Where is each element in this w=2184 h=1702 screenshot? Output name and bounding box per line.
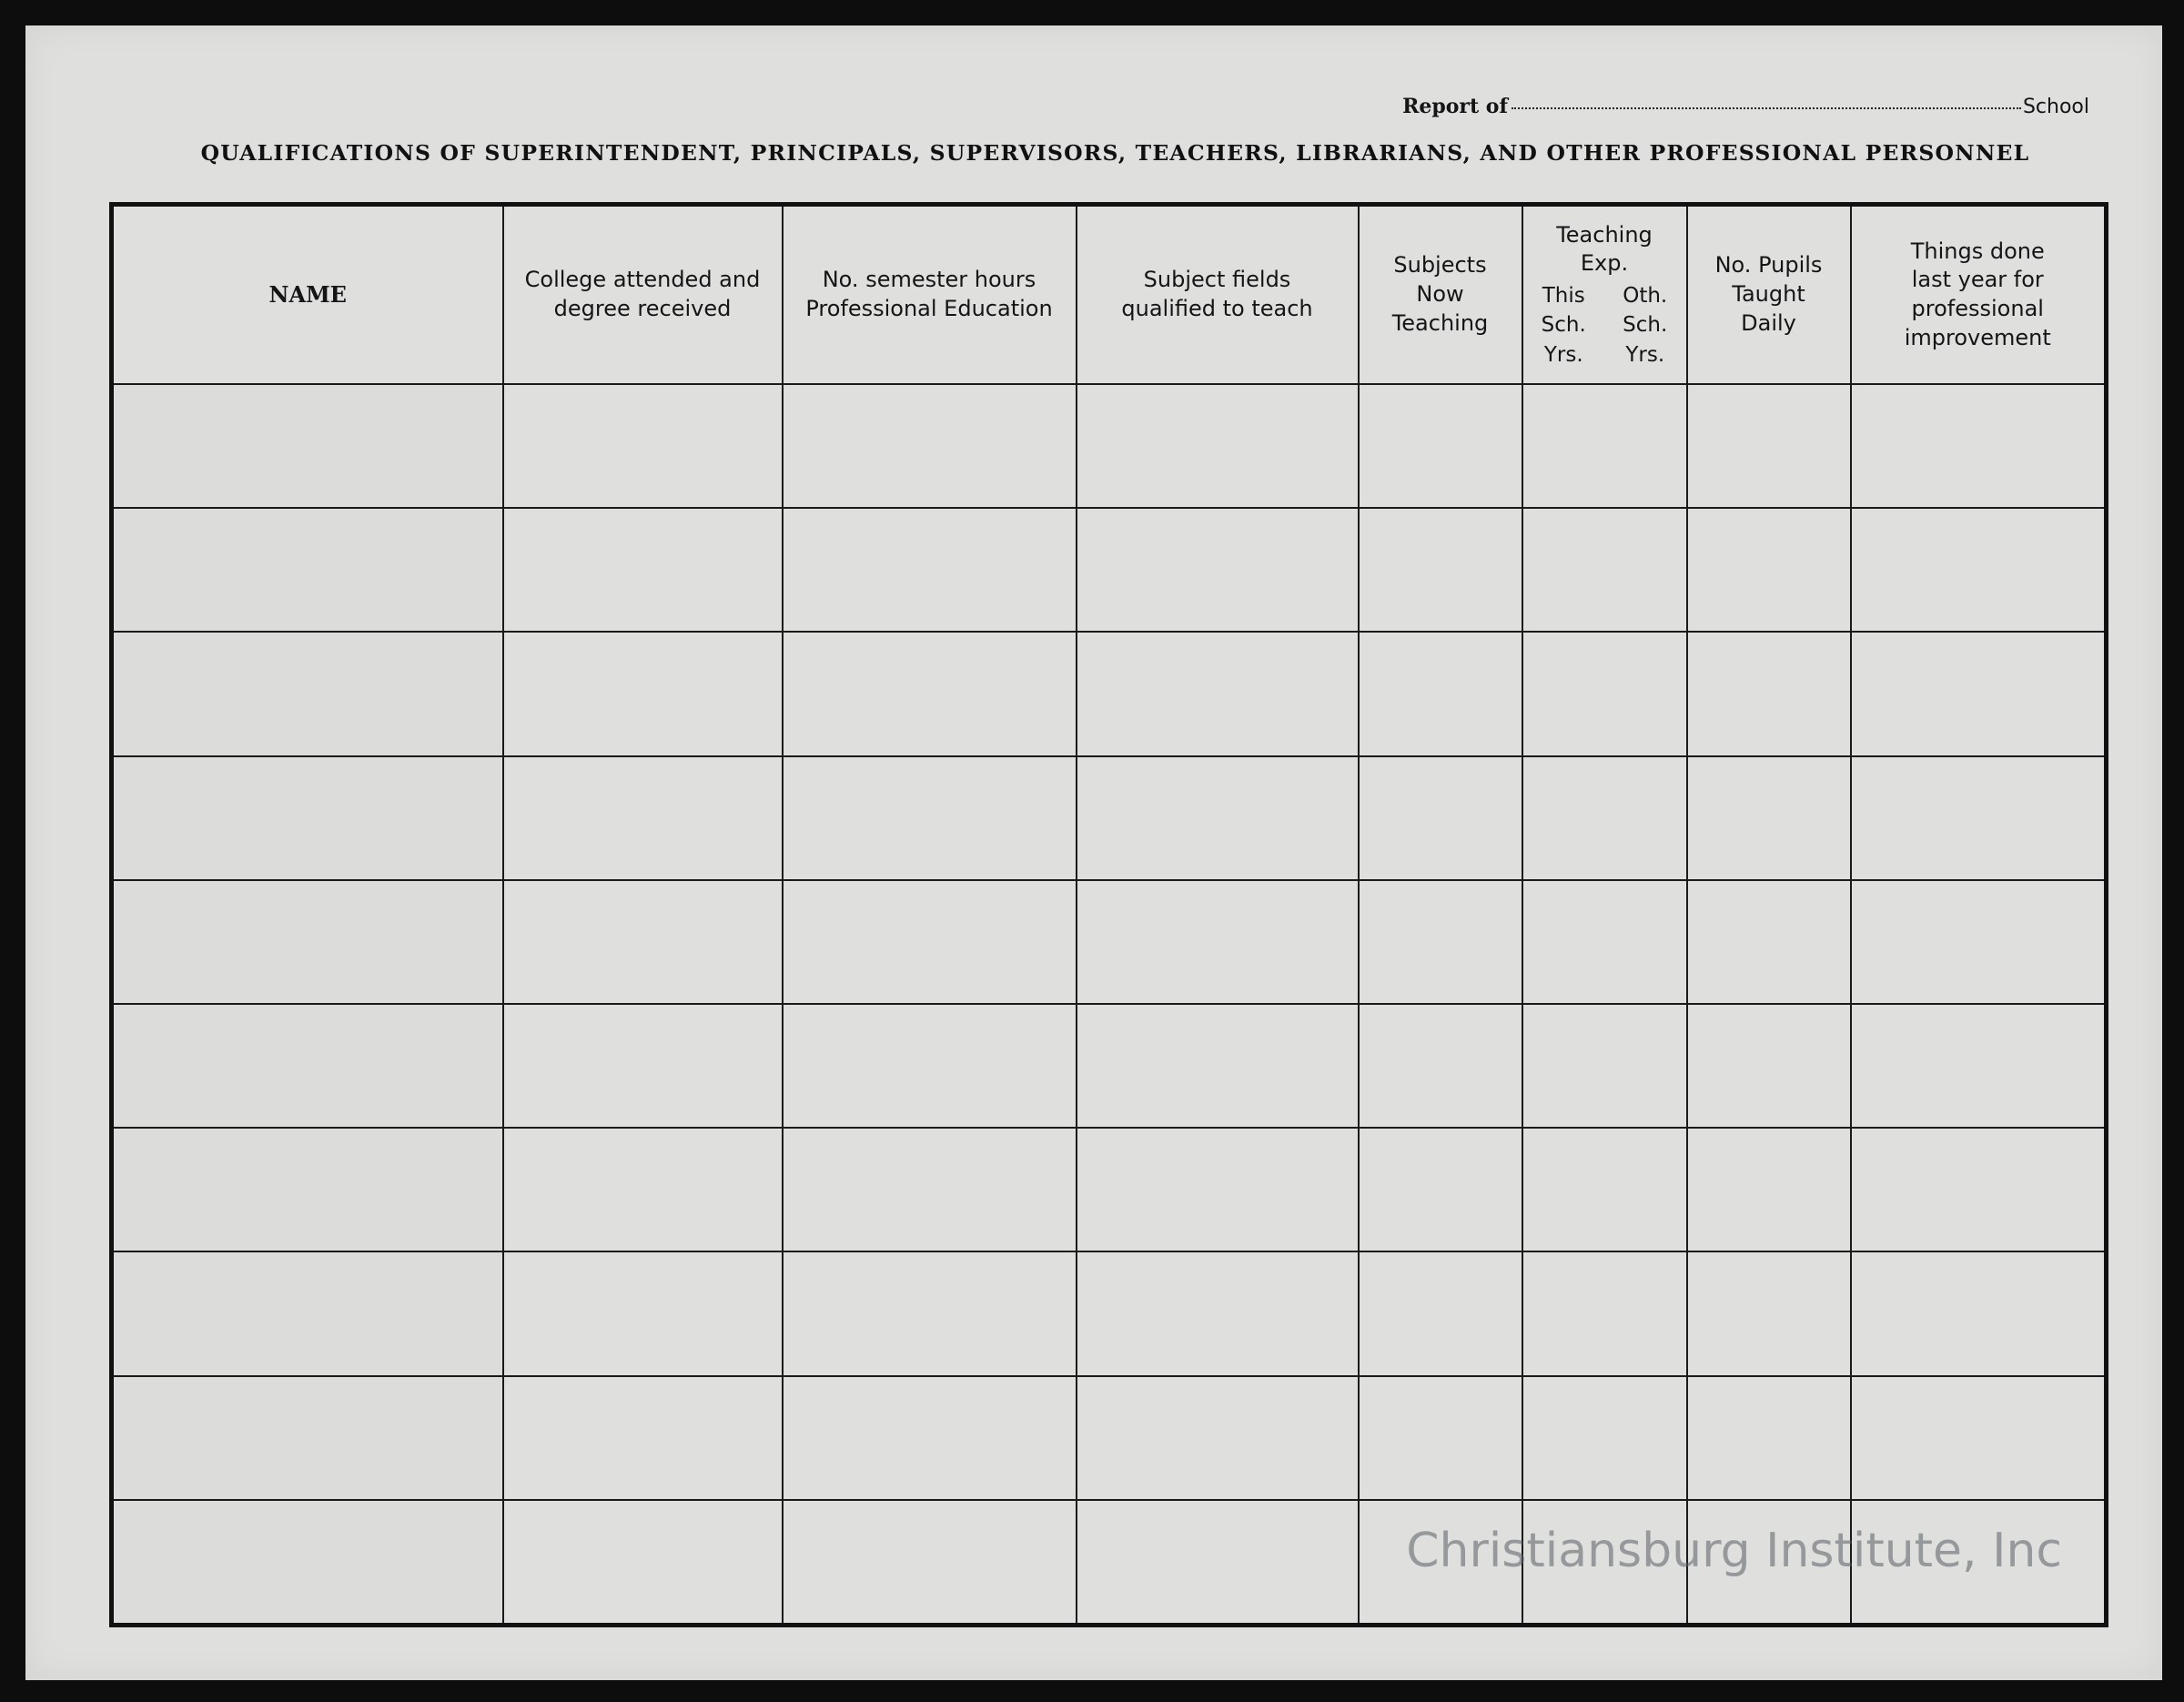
teaching-exp-cell[interactable] (1522, 384, 1687, 508)
column-header-pupils-line-3: Daily (1741, 309, 1796, 336)
subject-fields-cell[interactable] (1077, 1500, 1359, 1626)
teaching-exp-cell[interactable] (1522, 632, 1687, 755)
column-header-improvement-line-3: professional (1911, 296, 2044, 321)
college-cell[interactable] (503, 632, 783, 755)
name-cell[interactable] (112, 1128, 503, 1251)
table-row (112, 632, 2107, 755)
improvement-cell[interactable] (1851, 632, 2107, 755)
college-cell[interactable] (503, 508, 783, 632)
name-cell[interactable] (112, 508, 503, 632)
table-row (112, 1376, 2107, 1500)
exp-other-line-2: Sch. (1623, 313, 1668, 338)
pupils-cell[interactable] (1687, 756, 1851, 880)
pupils-cell[interactable] (1687, 384, 1851, 508)
table-row (112, 508, 2107, 632)
pupils-cell[interactable] (1687, 880, 1851, 1004)
college-cell[interactable] (503, 756, 783, 880)
column-header-improvement-line-2: last year for (1911, 267, 2044, 293)
subject-fields-cell[interactable] (1077, 632, 1359, 755)
pupils-cell[interactable] (1687, 508, 1851, 632)
column-header-subjects-now (1359, 205, 1522, 385)
column-header-subjects-line-3: Teaching (1391, 309, 1489, 336)
college-cell[interactable] (503, 1128, 783, 1251)
college-cell[interactable] (503, 1500, 783, 1626)
teaching-exp-cell[interactable] (1522, 508, 1687, 632)
table-row (112, 880, 2107, 1004)
report-of-blank[interactable] (1512, 106, 2021, 109)
semester-hours-cell[interactable] (783, 384, 1077, 508)
improvement-cell[interactable] (1851, 1128, 2107, 1251)
column-header-semester-hours (783, 205, 1077, 385)
form-sheet (25, 25, 2162, 1680)
exp-this-line-1: This (1542, 284, 1585, 309)
improvement-cell[interactable] (1851, 880, 2107, 1004)
subjects-now-cell[interactable] (1359, 1128, 1522, 1251)
qualifications-table (109, 202, 2108, 1627)
teaching-exp-cell[interactable] (1522, 880, 1687, 1004)
semester-hours-cell[interactable] (783, 632, 1077, 755)
exp-other-line-1: Oth. (1623, 284, 1668, 309)
subjects-now-cell[interactable] (1359, 632, 1522, 755)
column-header-improvement-line-4: improvement (1904, 324, 2051, 350)
semester-hours-cell[interactable] (783, 1376, 1077, 1500)
pupils-cell[interactable] (1687, 1376, 1851, 1500)
subjects-now-cell[interactable] (1359, 384, 1522, 508)
table-row (112, 756, 2107, 880)
school-label: School (2022, 96, 2089, 118)
semester-hours-cell[interactable] (783, 508, 1077, 632)
column-header-college (503, 205, 783, 385)
column-header-fields-line-1: Subject fields (1143, 267, 1291, 293)
column-header-pupils-line-1: No. Pupils (1714, 252, 1823, 279)
improvement-cell[interactable] (1851, 756, 2107, 880)
name-cell[interactable] (112, 384, 503, 508)
pupils-cell[interactable] (1687, 1128, 1851, 1251)
column-header-pupils-line-2: Taught (1732, 281, 1805, 308)
name-cell[interactable] (112, 1500, 503, 1626)
teaching-exp-cell[interactable] (1522, 1128, 1687, 1251)
semester-hours-cell[interactable] (783, 1128, 1077, 1251)
improvement-cell[interactable] (1851, 384, 2107, 508)
pupils-cell[interactable] (1687, 1251, 1851, 1375)
improvement-cell[interactable] (1851, 1004, 2107, 1128)
subject-fields-cell[interactable] (1077, 1376, 1359, 1500)
college-cell[interactable] (503, 1251, 783, 1375)
subject-fields-cell[interactable] (1077, 508, 1359, 632)
form-title (135, 140, 2096, 166)
table-row (112, 384, 2107, 508)
improvement-cell[interactable] (1851, 1376, 2107, 1500)
semester-hours-cell[interactable] (783, 1500, 1077, 1626)
report-of-line (1402, 95, 2089, 118)
college-cell[interactable] (503, 880, 783, 1004)
column-header-subjects-line-2: Now (1416, 281, 1464, 308)
semester-hours-cell[interactable] (783, 756, 1077, 880)
pupils-cell[interactable] (1687, 1004, 1851, 1128)
table-row (112, 1128, 2107, 1251)
semester-hours-cell[interactable] (783, 1251, 1077, 1375)
semester-hours-cell[interactable] (783, 880, 1077, 1004)
table-row (112, 1004, 2107, 1128)
subject-fields-cell[interactable] (1077, 1251, 1359, 1375)
column-header-improvement-line-1: Things done (1910, 238, 2045, 264)
subject-fields-cell[interactable] (1077, 1128, 1359, 1251)
teaching-exp-cell[interactable] (1522, 1376, 1687, 1500)
subjects-now-cell[interactable] (1359, 880, 1522, 1004)
exp-other-line-3: Yrs. (1625, 342, 1665, 367)
column-header-subject-fields (1077, 205, 1359, 385)
table-body (112, 384, 2107, 1626)
column-header-college-line-2: degree received (553, 296, 732, 321)
name-cell[interactable] (112, 1004, 503, 1128)
header-row (112, 205, 2107, 385)
college-cell[interactable] (503, 1004, 783, 1128)
watermark: Christiansburg Institute, Inc (1406, 1524, 2062, 1578)
exp-this-line-2: Sch. (1541, 313, 1586, 338)
subjects-now-cell[interactable] (1359, 1004, 1522, 1128)
improvement-cell[interactable] (1851, 1251, 2107, 1375)
subject-fields-cell[interactable] (1077, 756, 1359, 880)
teaching-exp-cell[interactable] (1522, 756, 1687, 880)
column-header-hours-line-1: No. semester hours (822, 267, 1036, 293)
college-cell[interactable] (503, 1376, 783, 1500)
column-header-college-line-1: College attended and (524, 267, 761, 293)
subject-fields-cell[interactable] (1077, 880, 1359, 1004)
improvement-cell[interactable] (1851, 508, 2107, 632)
teaching-exp-cell[interactable] (1522, 1004, 1687, 1128)
subjects-now-cell[interactable] (1359, 508, 1522, 632)
name-cell[interactable] (112, 880, 503, 1004)
subject-fields-cell[interactable] (1077, 384, 1359, 508)
name-cell[interactable] (112, 632, 503, 755)
subjects-now-cell[interactable] (1359, 756, 1522, 880)
name-cell[interactable] (112, 1376, 503, 1500)
column-header-exp-title-2: Exp. (1580, 250, 1629, 277)
column-header-exp-title-1: Teaching (1556, 221, 1653, 248)
column-header-teaching-exp (1522, 205, 1687, 385)
exp-subheaders (1523, 282, 1686, 369)
column-header-name-text: NAME (268, 281, 347, 309)
college-cell[interactable] (503, 384, 783, 508)
name-cell[interactable] (112, 756, 503, 880)
teaching-exp-cell[interactable] (1522, 1251, 1687, 1375)
column-header-hours-line-2: Professional Education (805, 296, 1053, 321)
column-header-improvement (1851, 205, 2107, 385)
table-row (112, 1251, 2107, 1375)
form-title-text: QUALIFICATIONS OF SUPERINTENDENT, PRINCIPALS, SUPERVISORS, TEACHERS, LIBRARIANS, AND OTHER PROFESSIONAL PERSONNEL (200, 140, 2030, 166)
name-cell[interactable] (112, 1251, 503, 1375)
column-header-fields-line-2: qualified to teach (1121, 296, 1313, 321)
subjects-now-cell[interactable] (1359, 1376, 1522, 1500)
column-header-subjects-line-1: Subjects (1393, 252, 1487, 279)
semester-hours-cell[interactable] (783, 1004, 1077, 1128)
pupils-cell[interactable] (1687, 632, 1851, 755)
exp-this-line-3: Yrs. (1543, 342, 1583, 367)
column-header-name (112, 205, 503, 385)
column-header-pupils (1687, 205, 1851, 385)
report-of-label: Report of (1402, 95, 1508, 118)
subjects-now-cell[interactable] (1359, 1251, 1522, 1375)
subject-fields-cell[interactable] (1077, 1004, 1359, 1128)
